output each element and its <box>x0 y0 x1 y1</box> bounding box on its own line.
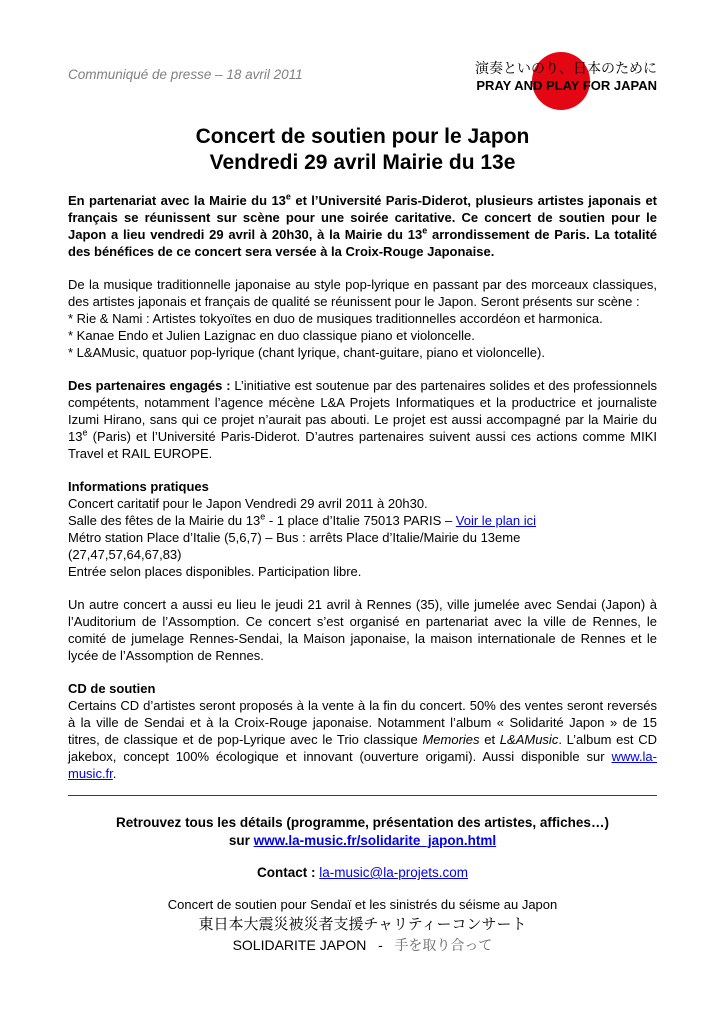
footer-japanese-line: 東日本大震災被災者支援チャリティーコンサート <box>198 916 527 933</box>
partners-paragraph <box>68 377 657 462</box>
footer <box>68 814 657 956</box>
solidarite-japon-link[interactable]: www.la-music.fr/solidarite_japon.html <box>253 833 497 848</box>
superscript-e: e <box>260 511 266 522</box>
practical-info-date: Concert caritatif pour le Japon Vendredi 29 avril 2011 à 20h30. <box>68 496 428 511</box>
logo-japanese-text: 演奏といのり、日本のために <box>475 60 657 76</box>
cd-text-2: et <box>479 732 500 747</box>
artist-item-rie-nami: * Rie & Nami : Artistes tokyoïtes en duo de musiques traditionnelles accordéon et harmonica. <box>68 311 603 326</box>
pray-play-for-japan-logo <box>447 50 657 112</box>
superscript-e: e <box>82 427 88 438</box>
title-line-2: Vendredi 29 avril Mairie du 13e <box>209 151 516 174</box>
practical-info-metro: Métro station Place d’Italie (5,6,7) – Bus : arrêts Place d’Italie/Mairie du 13eme <box>68 530 521 545</box>
artist-item-lamusic: * L&AMusic, quatuor pop-lyrique (chant lyrique, chant-guitare, piano et violoncelle). <box>68 345 545 360</box>
cd-album-lamusic: L&AMusic <box>499 732 559 747</box>
partners-text-1: L’initiative est soutenue par des partenaires solides et des professionnels compétents, notamment l’agence mécène L&A Projets Informatiques et la productrice et journaliste Izumi Hirano, sans qui ce projet n’aurait pas abouti. Le projet est aussi accompagné par la Mairie du 13 <box>68 378 657 444</box>
footer-contact-line <box>68 864 657 882</box>
lineup-paragraph: De la musique traditionnelle japonaise au style pop-lyrique en passant par des morceaux classiques, des artistes japonais et français de qualité se réunissent pour le Japon. Seront présents sur scène : <box>68 277 657 309</box>
superscript-e: e <box>285 191 291 202</box>
practical-info-bus-numbers: (27,47,57,64,67,83) <box>68 547 182 562</box>
title-line-1: Concert de soutien pour le Japon <box>195 125 530 148</box>
dash-separator: - <box>378 937 383 953</box>
header <box>68 50 657 112</box>
footer-sur-text: sur <box>228 833 254 848</box>
intro-text-1: En partenariat avec la Mairie du 13 <box>68 193 286 208</box>
intro-text-2: et l’Université Paris-Diderot, plusieurs artistes japonais et français se réunissent sur scène pour une soirée caritative. Ce concert de soutien pour le Japon a lieu vendredi 29 avril à 20h30, à la Mairie du 13 <box>68 193 657 242</box>
practical-info-heading: Informations pratiques <box>68 479 209 494</box>
cd-text-1: Certains CD d’artistes seront proposés à la vente à la fin du concert. 50% des ventes seront reversés à la ville de Sendai et à la Croix-Rouge japonaise. Notamment l’album « Solidarité Japon » de 15 titres, de classique et de pop-Lyrique avec le Trio classique <box>68 698 657 747</box>
practical-info-venue <box>68 512 657 529</box>
superscript-e: e <box>422 225 428 236</box>
logo-english-text: PRAY AND PLAY FOR JAPAN <box>476 78 657 93</box>
japanese-motto-text: 手を取り合って <box>394 938 493 954</box>
practical-info-entry: Entrée selon places disponibles. Participation libre. <box>68 564 362 579</box>
partners-lead: Des partenaires engagés : <box>68 378 231 393</box>
cd-text-4: . <box>112 766 117 781</box>
footer-sendai-line: Concert de soutien pour Sendaï et les sinistrés du séisme au Japon <box>167 897 558 912</box>
artist-item-kanae-julien: * Kanae Endo et Julien Lazignac en duo classique piano et violoncelle. <box>68 328 475 343</box>
venue-text-1: Salle des fêtes de la Mairie du 13 <box>68 513 261 528</box>
cd-paragraph <box>68 697 657 782</box>
map-link[interactable]: Voir le plan ici <box>455 513 537 528</box>
solidarite-japon-text: SOLIDARITE JAPON <box>232 937 367 953</box>
cd-text-3: . L’album est CD jakebox, concept 100% écologique et innovant (ouverture origami). Aussi disponible sur <box>68 732 657 764</box>
contact-label: Contact : <box>257 865 320 880</box>
footer-details-line: Retrouvez tous les détails (programme, présentation des artistes, affiches…) <box>116 815 609 830</box>
intro-text-3: arrondissement de Paris. La totalité des bénéfices de ce concert sera versée à la Croix-Rouge Japonaise. <box>68 227 657 259</box>
press-date-line: Communiqué de presse – 18 avril 2011 <box>68 67 303 82</box>
venue-text-2: - 1 place d’Italie 75013 PARIS – <box>265 513 456 528</box>
rennes-paragraph: Un autre concert a aussi eu lieu le jeudi 21 avril à Rennes (35), ville jumelée avec Sendai (Japon) à l’Auditorium de l’Assomption. Ce concert s’est organisé en partenariat avec la ville de Rennes, le comité de jumelage Rennes-Sendai, la Maison japonaise, la maison internationale de Rennes et le lycée de l’Assomption de Rennes. <box>68 597 657 663</box>
document-title <box>68 124 657 176</box>
cd-album-memories: Memories <box>422 732 480 747</box>
footer-solidarite-line <box>68 935 657 956</box>
la-music-link[interactable]: www.la-music.fr <box>68 749 657 781</box>
footer-details-url-line <box>68 832 657 850</box>
intro-paragraph <box>68 192 657 260</box>
contact-email-link[interactable]: la-music@la-projets.com <box>319 865 468 880</box>
partners-text-2: (Paris) et l’Université Paris-Diderot. D’autres partenaires suivent aussi ces actions comme MIKI Travel et RAIL EUROPE. <box>68 429 657 461</box>
cd-heading: CD de soutien <box>68 681 156 696</box>
divider <box>68 795 657 796</box>
